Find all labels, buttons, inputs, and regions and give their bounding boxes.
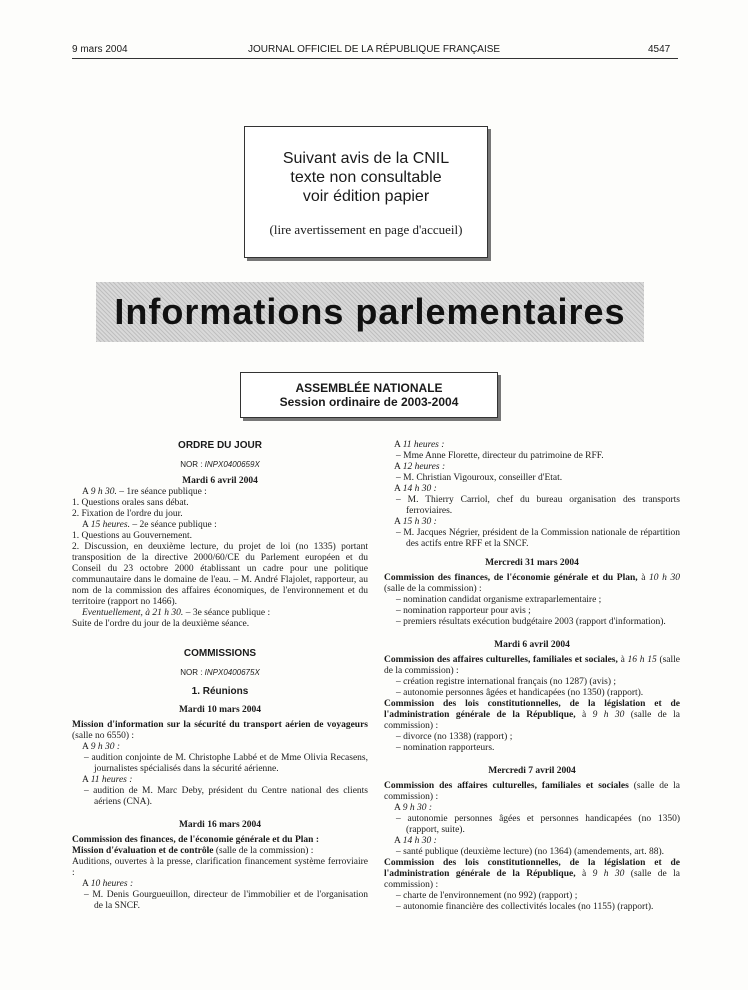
commission-finances-entry: Commission des finances, de l'économie générale et du Plan :: [72, 835, 319, 845]
seance-1-item-1: 1. Questions orales sans débat.: [72, 498, 189, 508]
list-item: – santé publique (deuxième lecture) (no 1364) (amendements, art. 88).: [396, 847, 665, 857]
seance-1-item-2: 2. Fixation de l'ordre du jour.: [72, 509, 183, 519]
list-item: – autonomie financière des collectivités locales (no 1155) (rapport).: [396, 902, 654, 912]
left-column: [72, 440, 368, 912]
header-rule: [72, 58, 678, 59]
list-item: – nomination rapporteurs.: [396, 743, 495, 753]
commissions-heading: COMMISSIONS: [183, 648, 257, 659]
seance-2-item-1: 1. Questions au Gouvernement.: [72, 531, 193, 541]
header-page-number: 4547: [648, 44, 671, 55]
list-item: – autonomie personnes âgées et handicapées (no 1350) (rapport).: [396, 688, 644, 698]
list-item: – création registre international français (no 1287) (avis) ;: [396, 677, 616, 687]
cnil-note: (lire avertissement en page d'accueil): [269, 222, 463, 237]
date-31-mars: Mercredi 31 mars 2004: [485, 558, 579, 568]
header-title: JOURNAL OFFICIEL DE LA RÉPUBLIQUE FRANÇAISE: [248, 44, 501, 55]
commission-lois-entry: Commission des lois constitutionnelles, de la législation et de l'administration générale de la République, à 9 h 30 (salle de la commission) :: [384, 858, 680, 890]
date-10-mars: Mardi 10 mars 2004: [178, 705, 262, 715]
list-item: – M. Denis Gourgueuillon, directeur de l'immobilier et de l'organisation de la SNCF.: [84, 890, 369, 911]
ordre-nor: NOR : INPX0400659X: [180, 460, 260, 469]
reunions-heading: 1. Réunions: [191, 686, 249, 697]
list-item: – charte de l'environnement (no 992) (rapport) ;: [396, 891, 578, 901]
commission-finances-entry: Commission des finances, de l'économie générale et du Plan, à 10 h 30 (salle de la commission) :: [384, 573, 680, 594]
list-item: – M. Jacques Négrier, président de la Commission nationale de répartition des actifs entre RFF et la SNCF.: [396, 528, 681, 549]
seance-2: A 15 heures. – 2e séance publique :: [82, 520, 217, 530]
mission-evaluation-entry: Mission d'évaluation et de contrôle (salle de la commission) :: [72, 846, 314, 856]
commission-affaires-culturelles-entry: Commission des affaires culturelles, familiales et sociales, à 16 h 15 (salle de la commission) :: [384, 655, 681, 676]
seance-1: A 9 h 30. – 1re séance publique :: [82, 487, 207, 497]
time-14h30: A 14 h 30 :: [394, 836, 437, 846]
date-16-mars: Mardi 16 mars 2004: [178, 820, 262, 830]
chamber-session: Session ordinaire de 2003-2004: [279, 395, 459, 409]
banner-title: Informations parlementaires: [114, 291, 626, 332]
list-item: – audition de M. Marc Deby, président du Centre national des clients aériens (CNA).: [84, 786, 369, 807]
cnil-line-2: texte non consultable: [290, 169, 442, 186]
list-item: – divorce (no 1338) (rapport) ;: [396, 732, 513, 742]
mission-info-entry: Mission d'information sur la sécurité du transport aérien de voyageurs (salle no 6550) :: [72, 720, 368, 741]
ordre-date: Mardi 6 avril 2004: [182, 476, 258, 486]
time-12h: A 12 heures :: [394, 462, 446, 472]
commissions-nor: NOR : INPX0400675X: [180, 668, 260, 677]
ordre-du-jour-heading: ORDRE DU JOUR: [178, 440, 262, 451]
commission-affaires-culturelles-entry: Commission des affaires culturelles, familiales et sociales (salle de la commission) :: [384, 781, 680, 802]
right-column: [384, 440, 680, 913]
time-10h: A 10 heures :: [82, 879, 134, 889]
list-item: – autonomie personnes âgées et personnes handicapées (no 1350) (rapport, suite).: [396, 814, 680, 835]
list-item: – nomination candidat organisme extraparlementaire ;: [396, 595, 602, 605]
seance-3: Eventuellement, à 21 h 30. – 3e séance publique :: [82, 608, 271, 618]
list-item: – premiers résultats exécution budgétaire 2003 (rapport d'information).: [396, 617, 666, 627]
cnil-notice-box: [244, 126, 488, 258]
list-item: – M. Christian Vigouroux, conseiller d'Etat.: [396, 473, 563, 483]
time-11h: A 11 heures :: [82, 775, 133, 785]
list-item: – M. Thierry Carriol, chef du bureau organisation des transports ferroviaires.: [396, 495, 680, 516]
time-15h30: A 15 h 30 :: [394, 517, 437, 527]
seance-2-item-2: 2. Discussion, en deuxième lecture, du projet de loi (no 1335) portant transposition de la directive 2000/60/CE du Parlement européen et du Conseil du 23 octobre 2000 établissant un cadre pour une politique communautaire dans le domaine de l'eau. – M. André Flajolet, rapporteur, au nom de la commission des affaires économiques, de l'environnement et du territoire (rapport no 1466).: [72, 542, 368, 607]
chamber-name: ASSEMBLÉE NATIONALE: [295, 381, 443, 395]
list-item: – audition conjointe de M. Christophe Labbé et de Mme Olivia Recasens, journalistes spécialisés dans la sécurité aérienne.: [84, 753, 369, 774]
list-item: – Mme Anne Florette, directeur du patrimoine de RFF.: [396, 451, 604, 461]
cnil-line-1: Suivant avis de la CNIL: [282, 150, 450, 167]
time-9h30: A 9 h 30 :: [394, 803, 433, 813]
cnil-line-3: voir édition papier: [302, 188, 430, 205]
date-7-avril: Mercredi 7 avril 2004: [488, 766, 576, 776]
date-6-avril: Mardi 6 avril 2004: [494, 640, 570, 650]
seance-3-item: Suite de l'ordre du jour de la deuxième séance.: [72, 619, 250, 629]
time-9h30: A 9 h 30 :: [82, 742, 121, 752]
header-date: 9 mars 2004: [72, 44, 128, 55]
time-11h: A 11 heures :: [394, 440, 445, 450]
commission-lois-entry: Commission des lois constitutionnelles, de la législation et de l'administration générale de la République, à 9 h 30 (salle de la commission) :: [384, 699, 680, 731]
list-item: – nomination rapporteur pour avis ;: [396, 606, 531, 616]
chamber-box: [240, 372, 498, 418]
section-banner: [96, 282, 644, 342]
time-14h30: A 14 h 30 :: [394, 484, 437, 494]
auditions-text: Auditions, ouvertes à la presse, clarification financement système ferroviaire :: [72, 857, 368, 878]
